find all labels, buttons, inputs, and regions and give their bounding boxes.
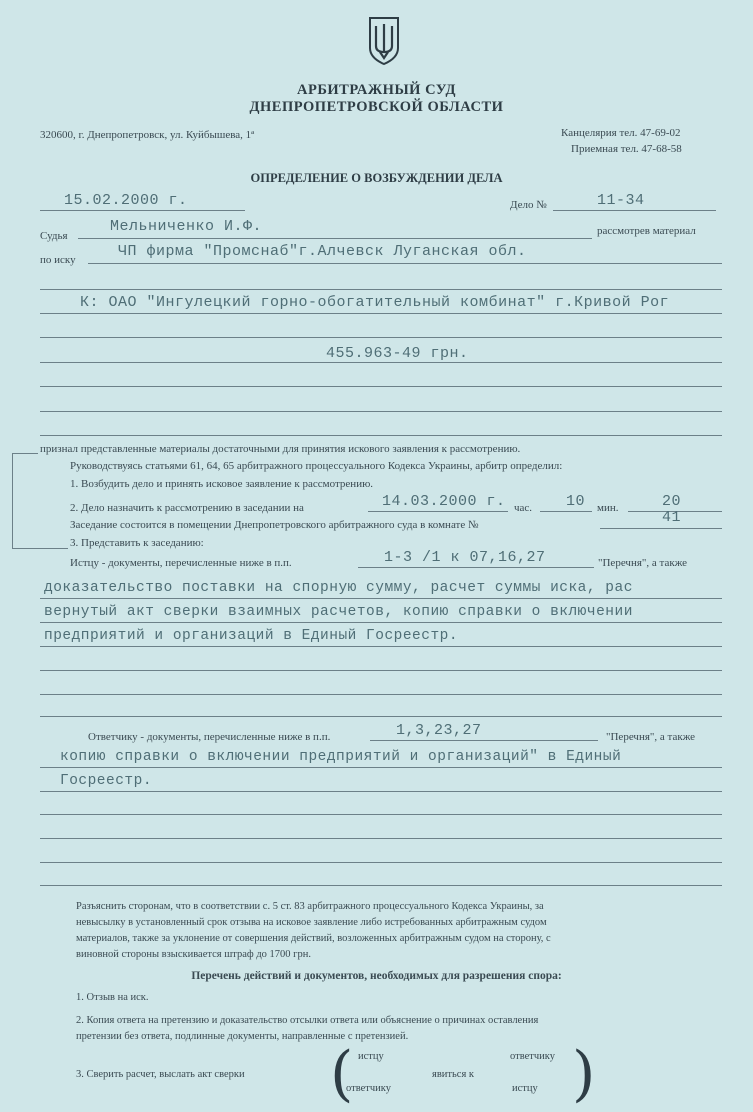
explain-line-4: виновной стороны взыскивается штраф до 1700 грн. (76, 949, 311, 960)
list-item-3: 3. Сверить расчет, выслать акт сверки (76, 1069, 245, 1080)
defendant-text-2: Госреестр. (60, 773, 153, 789)
list-title: Перечень действий и документов, необходимых для разрешения спора: (191, 970, 562, 982)
room-number: 41 (662, 509, 682, 526)
decision-date: 15.02.2000 г. (64, 192, 188, 209)
defendant-text-1: копию справки о включении предприятий и организаций" в Единый (60, 749, 622, 765)
claimant: ЧП фирма "Промснаб"г.Алчевск Луганская обл. (118, 243, 527, 260)
court-region: ДНЕПРОПЕТРОВСКОЙ ОБЛАСТИ (249, 99, 504, 115)
hearing-hour: 10 (566, 493, 586, 510)
item-2-label: 2. Дело назначить к рассмотрению в заседании на (70, 502, 304, 514)
case-label: Дело № (510, 199, 547, 211)
reviewed-label: рассмотрев материал (597, 225, 696, 237)
option-to-plaintiff: истцу (358, 1051, 384, 1062)
list-item-2b: претензии без ответа, подлинные документы, направленные с претензией. (76, 1031, 409, 1042)
hearing-date: 14.03.2000 г. (382, 493, 506, 510)
claim-label: по иску (40, 254, 76, 266)
list-label: "Перечня", а также (598, 557, 688, 569)
chancellery-phone: Канцелярия тел. 47-69-02 (561, 127, 681, 139)
room-label: Заседание состоится в помещении Днепропетровского арбитражного суда в комнате № (70, 519, 479, 531)
case-number: 11-34 (597, 192, 645, 209)
judge-name: Мельниченко И.Ф. (110, 218, 263, 235)
defendant-label: Ответчику - документы, перечисленные ниже в п.п. (88, 731, 331, 743)
recognized-text: признал представленные материалы достаточными для принятия искового заявления к рассмотрению. (40, 443, 521, 455)
reception-phone: Приемная тел. 47-68-58 (571, 143, 682, 155)
item-3: 3. Представить к заседанию: (70, 537, 204, 549)
explain-line-3: материалов, также за уклонение от совершения действий, возложенных арбитражным судом на сторону, с (76, 933, 551, 944)
explain-line-1: Разъяснить сторонам, что в соответствии с. 5 ст. 83 арбитражного процессуального Кодекса Украины, за (76, 901, 544, 912)
appear-label: явиться к (432, 1069, 474, 1080)
list-item-2a: 2. Копия ответа на претензию и доказательство отсылки ответа или объяснение о причинах оставления (76, 1015, 539, 1026)
option-to-defendant: ответчику (346, 1083, 391, 1094)
plaintiff-text-1: доказательство поставки на спорную сумму, расчет суммы иска, рас (44, 580, 633, 596)
court-address: 320600, г. Днепропетровск, ул. Куйбышева, 1ª (40, 129, 255, 141)
plaintiff-items: 1-3 /1 к 07,16,27 (384, 549, 546, 566)
list-item-1: 1. Отзыв на иск. (76, 992, 149, 1003)
trident-emblem-icon (366, 14, 402, 71)
plaintiff-text-2: вернутый акт сверки взаимных расчетов, копию справки о включении (44, 604, 633, 620)
hearing-minutes: 20 (662, 493, 682, 510)
defendant-list-label: "Перечня", а также (606, 731, 696, 743)
min-label: мин. (597, 502, 619, 514)
hour-label: час. (514, 502, 533, 514)
explain-line-2: невысылку в установленный срок отзыва на исковое заявление либо истребованных арбитражным судом (76, 917, 547, 928)
defendant-items: 1,3,23,27 (396, 722, 482, 739)
item-1: 1. Возбудить дело и принять исковое заявление к рассмотрению. (70, 478, 374, 490)
judge-label: Судья (40, 230, 68, 242)
option-to-plaintiff-2: истцу (512, 1083, 538, 1094)
claim-amount: 455.963-49 грн. (326, 345, 469, 362)
court-name: АРБИТРАЖНЫЙ СУД (296, 82, 457, 98)
right-parenthesis: ) (572, 1039, 596, 1109)
document-title: ОПРЕДЕЛЕНИЕ О ВОЗБУЖДЕНИИ ДЕЛА (250, 171, 503, 185)
defendant: К: ОАО "Ингулецкий горно-обогатительный комбинат" г.Кривой Рог (80, 294, 670, 311)
plaintiff-label: Истцу - документы, перечисленные ниже в п.п. (70, 557, 292, 569)
option-to-defendant-2: ответчику (510, 1051, 555, 1062)
left-parenthesis: ( (330, 1039, 354, 1109)
plaintiff-text-3: предприятий и организаций в Единый Госреестр. (44, 628, 459, 644)
guided-text: Руководствуясь статьями 61, 64, 65 арбитражного процессуального Кодекса Украины, арбитр определил: (70, 460, 563, 472)
